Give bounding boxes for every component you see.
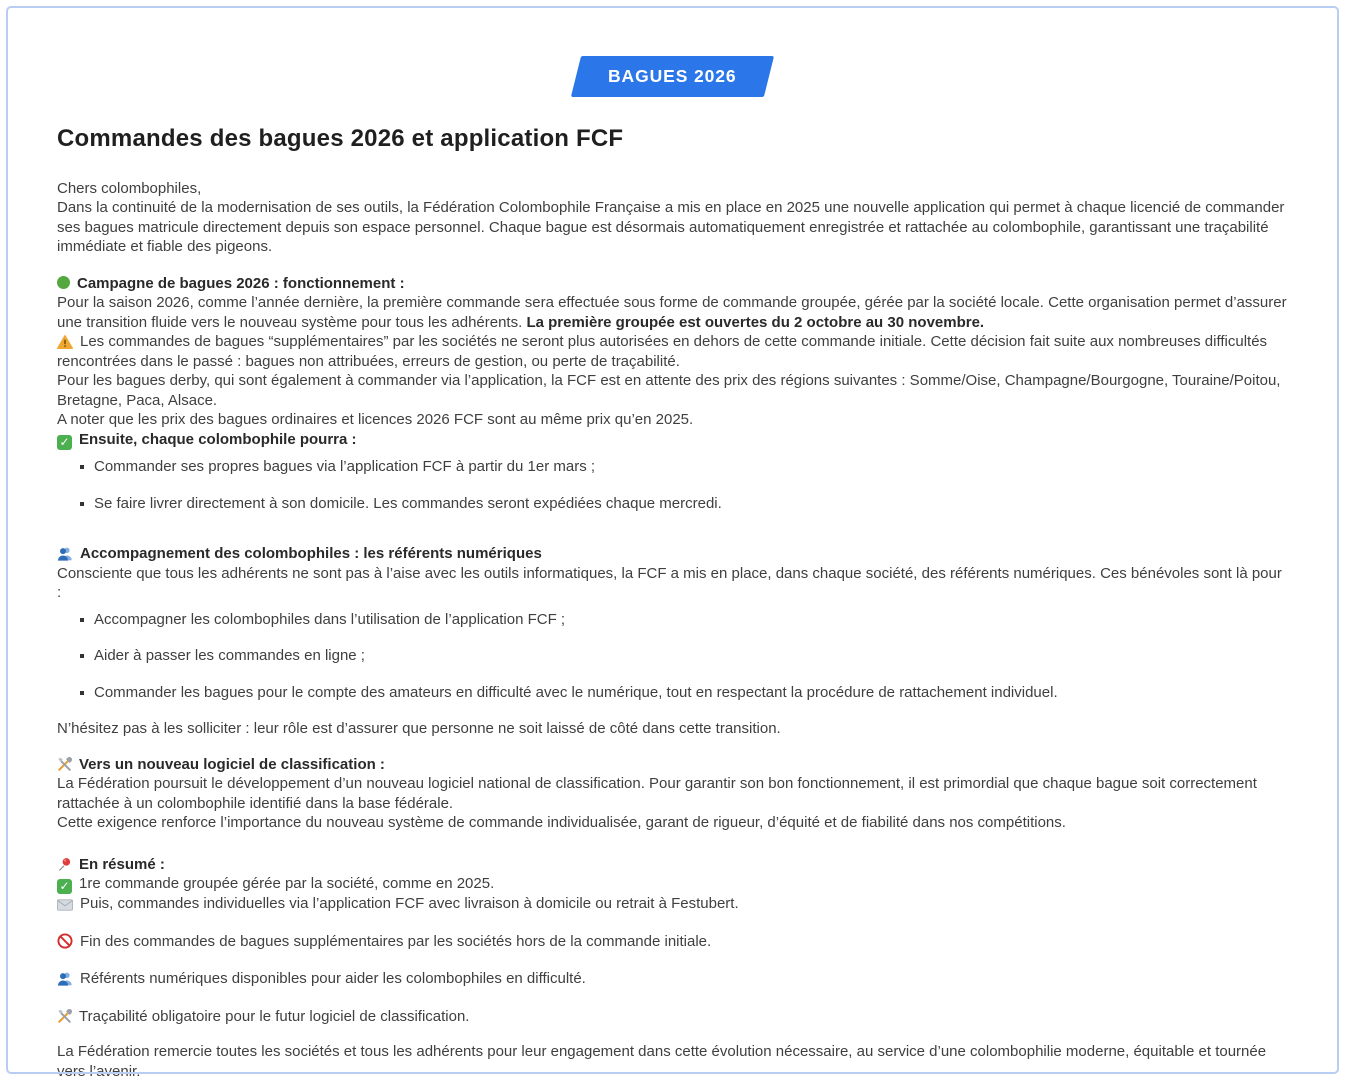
intro-body: Dans la continuité de la modernisation de ses outils, la Fédération Colombophile Française a mis en place en 2025 une nouvelle application qui permet à chaque licencié de commander ses bagues matricule directement depuis son espace personnel. Chaque bague est désormais automatiquement enregistrée et rattachée au colombophile, garantissant une traçabilité immédiate et fiable des pigeons. xyxy=(57,199,1285,256)
campagne-derby-text: Pour les bagues derby, qui sont également à commander via l’application, la FCF est en attente des prix des régions suivantes : Somme/Oise, Champagne/Bourgogne, Touraine/Poitou, Bretagne, Paca, Alsace. xyxy=(57,372,1281,409)
closing-paragraph: La Fédération remercie toutes les sociétés et tous les adhérents pour leur engagement dans cette évolution nécessaire, au service d’une colombophilie moderne, équitable et tournée vers l’avenir. xyxy=(57,1043,1267,1080)
list-item: Commander ses propres bagues via l’application FCF à partir du 1er mars ; xyxy=(80,457,1288,477)
campagne-heading: Campagne de bagues 2026 : fonctionnement : xyxy=(77,274,405,292)
resume-item xyxy=(57,932,1288,952)
logiciel-heading: Vers un nouveau logiciel de classification : xyxy=(79,755,385,773)
resume-item-text: 1re commande groupée gérée par la société, comme en 2025. xyxy=(79,875,495,893)
accompagnement-heading-row xyxy=(57,544,1288,564)
badge-label: BAGUES 2026 xyxy=(608,66,737,86)
people-icon xyxy=(57,546,73,561)
list-item: Aider à passer les commandes en ligne ; xyxy=(80,646,1288,666)
campagne-paragraph-1 xyxy=(57,293,1288,332)
check-icon: ✓ xyxy=(57,879,72,894)
campagne-warning-row xyxy=(57,332,1288,371)
section-resume xyxy=(57,855,1288,1027)
page-title: Commandes des bagues 2026 et application FCF xyxy=(57,124,624,152)
campagne-warning-text: Les commandes de bagues “supplémentaires” par les sociétés ne seront plus autorisées en dehors de cette commande initiale. Cette décision fait suite aux nombreuses difficultés rencontrées dans le passé : bagues non attribuées, erreurs de gestion, ou perte de traçabilité. xyxy=(57,333,1268,370)
section-logiciel xyxy=(57,755,1288,833)
green-circle-icon xyxy=(57,276,70,289)
hammer-wrench-icon xyxy=(57,1009,72,1024)
list-item: Se faire livrer directement à son domicile. Les commandes seront expédiées chaque mercredi. xyxy=(80,494,1288,514)
accompagnement-heading: Accompagnement des colombophiles : les référents numériques xyxy=(80,545,542,563)
ensuite-heading: Ensuite, chaque colombophile pourra : xyxy=(79,430,357,448)
envelope-icon xyxy=(57,899,73,911)
list-item: Accompagner les colombophiles dans l’utilisation de l’application FCF ; xyxy=(80,610,1288,630)
campagne-prix-text: A noter que les prix des bagues ordinaires et licences 2026 FCF sont au même prix qu’en 2025. xyxy=(57,411,694,429)
badge-row xyxy=(57,0,1288,97)
section-campagne xyxy=(57,274,1288,513)
no-entry-icon xyxy=(57,933,73,949)
logiciel-paragraph-2: Cette exigence renforce l’importance du nouveau système de commande individualisée, garant de rigueur, d’équité et de fiabilité dans nos compétitions. xyxy=(57,814,1066,832)
resume-item-text: Fin des commandes de bagues supplémentaires par les sociétés hors de la commande initiale. xyxy=(80,932,712,950)
resume-item xyxy=(57,894,1288,914)
logiciel-paragraph-1: La Fédération poursuit le développement d’un nouveau logiciel national de classification. Pour garantir son bon fonctionnement, il est primordial que chaque bague soit correctement rattachée à un colombophile identifié dans la base fédérale. xyxy=(57,775,1257,812)
intro-paragraph xyxy=(57,179,1288,257)
accompagnement-bullet-list xyxy=(57,610,1288,703)
intro-salutation: Chers colombophiles, xyxy=(57,179,202,197)
hammer-wrench-icon xyxy=(57,757,72,772)
resume-item xyxy=(57,1007,1288,1027)
resume-heading-row xyxy=(57,855,1288,875)
campagne-text: Pour la saison 2026, comme l’année dernière, la première commande sera effectuée sous forme de commande groupée, gérée par la société locale. Cette organisation permet d’assurer une transition fluide vers le nouveau système pour tous les adhérents. xyxy=(57,294,1287,331)
resume-item xyxy=(57,969,1288,989)
check-icon: ✓ xyxy=(57,435,72,450)
list-item: Commander les bagues pour le compte des amateurs en difficulté avec le numérique, tout en respectant la procédure de rattachement individuel. xyxy=(80,683,1288,703)
resume-item-text: Référents numériques disponibles pour aider les colombophiles en difficulté. xyxy=(80,970,586,988)
accompagnement-intro: Consciente que tous les adhérents ne sont pas à l’aise avec les outils informatiques, la FCF a mis en place, dans chaque société, des référents numériques. Ces bénévoles sont là pour : xyxy=(57,564,1282,602)
bagues-2026-badge xyxy=(571,56,774,97)
logiciel-heading-row xyxy=(57,755,1288,775)
accompagnement-outro: N’hésitez pas à les solliciter : leur rôle est d’assurer que personne ne soit laissé de côté dans cette transition. xyxy=(57,720,781,738)
section-accompagnement xyxy=(57,544,1288,739)
resume-item-text: Traçabilité obligatoire pour le futur logiciel de classification. xyxy=(79,1007,470,1025)
ensuite-heading-row xyxy=(57,430,1288,450)
pushpin-icon xyxy=(57,857,72,872)
campagne-heading-row xyxy=(57,274,1288,294)
resume-item xyxy=(57,874,1288,894)
people-icon xyxy=(57,971,73,986)
resume-heading: En résumé : xyxy=(79,855,165,873)
resume-item-text: Puis, commandes individuelles via l’application FCF avec livraison à domicile ou retrait à Festubert. xyxy=(80,895,739,913)
campagne-dates-bold: La première groupée est ouvertes du 2 octobre au 30 novembre. xyxy=(526,313,985,331)
ensuite-bullet-list xyxy=(57,457,1288,513)
warning-icon xyxy=(57,335,73,349)
